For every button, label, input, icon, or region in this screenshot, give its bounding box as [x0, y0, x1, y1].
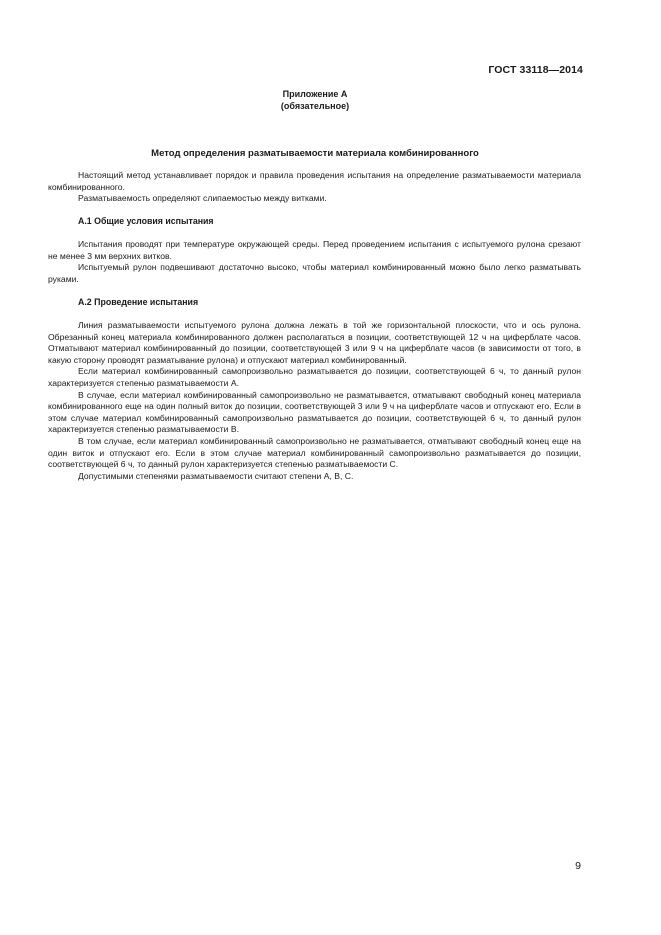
section-a2-paragraph: Если материал комбинированный самопроизвольно разматывается до позиции, соответствующей 6 ч, то данный рулон характеризуется степенью разматываемости А.	[48, 366, 581, 388]
intro-paragraph: Разматываемость определяют слипаемостью между витками.	[78, 193, 327, 204]
section-a1-body	[48, 239, 581, 285]
section-a2-paragraph: В том случае, если материал комбинированный самопроизвольно не разматывается, отматывают свободный конец еще на один виток и отпускают его. Если в этом случае материал комбинированный самопроизвольно разматывается до позиции, соответствующей 6 ч, то данный рулон характеризуется степенью разматываемости С.	[48, 435, 581, 470]
section-a2-paragraph: Линия разматываемости испытуемого рулона должна лежать в той же горизонтальной плоскости, что и ось рулона. Обрезанный конец материала комбинированного должен располагаться в позиции, соответствующей 12 ч на циферблате часов. Отматывают материал комбинированный до позиции, соответствующей 3 или 9 ч на циферблате часов (в зависимости от того, в какую сторону проводят разматывание рулона) и отпускают материал комбинированный.	[48, 320, 581, 365]
section-a2-paragraph: Допустимыми степенями разматываемости считают степени А, В, С.	[78, 470, 354, 481]
section-a1-heading: А.1 Общие условия испытания	[78, 216, 214, 226]
section-a1-paragraph: Испытуемый рулон подвешивают достаточно высоко, чтобы материал комбинированный можно было легко разматывать руками.	[48, 262, 581, 284]
section-a2-paragraph: В случае, если материал комбинированный самопроизвольно не разматывается, отматывают свободный конец материала комбинированного еще на один полный виток до позиции, соответствующей 3 или 9 ч на циферблате часов и отпускают его. Если в этом случае материал комбинированный самопроизвольно разматывается до позиции, соответствующей 6 ч, то данный рулон характеризуется степенью разматываемости В.	[48, 389, 581, 435]
annex-title: Приложение А	[282, 89, 348, 99]
section-a2-body	[48, 320, 581, 482]
annex-heading	[0, 88, 630, 112]
section-a2-heading: А.2 Проведение испытания	[78, 297, 199, 307]
section-a1-paragraph: Испытания проводят при температуре окружающей среды. Перед проведением испытания с испытуемого рулона срезают не менее 3 мм верхних витков.	[48, 239, 581, 261]
method-title: Метод определения разматываемости материала комбинированного	[151, 148, 479, 159]
standard-code: ГОСТ 33118—2014	[488, 64, 583, 76]
annex-status: (обязательное)	[280, 101, 350, 111]
intro-paragraph: Настоящий метод устанавливает порядок и правила проведения испытания на определение разматываемости материала комбинированного.	[48, 170, 581, 192]
page-number: 9	[575, 860, 581, 872]
intro-section	[48, 170, 581, 205]
